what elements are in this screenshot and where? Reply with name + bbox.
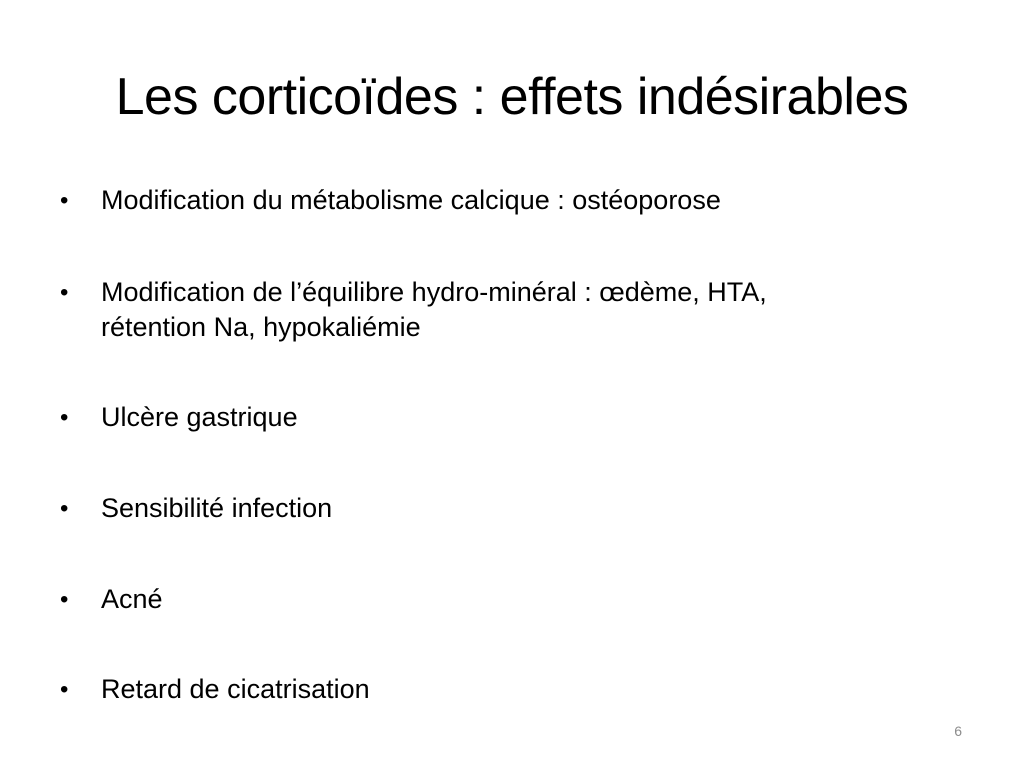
bullet-text: Sensibilité infection (101, 493, 333, 523)
bullet-text-line: rétention Na, hypokaliémie (101, 312, 421, 342)
list-item (60, 183, 940, 218)
bullet-icon: • (60, 586, 69, 613)
bullet-text: Acné (101, 584, 163, 614)
slide-title: Les corticoïdes : effets indésirables (115, 68, 909, 126)
bullet-text (101, 275, 940, 345)
bullet-text: Modification du métabolisme calcique : ostéoporose (101, 185, 721, 215)
bullet-icon: • (60, 404, 69, 431)
bullet-icon: • (60, 187, 69, 214)
bullet-icon: • (60, 495, 69, 522)
list-item (60, 672, 940, 707)
bullet-text: Ulcère gastrique (101, 402, 298, 432)
slide-number: 6 (954, 723, 962, 739)
list-item (60, 491, 940, 526)
bullet-text-line: Modification de l’équilibre hydro-minéral : œdème, HTA, (101, 277, 767, 307)
list-item (60, 400, 940, 435)
bullet-text: Retard de cicatrisation (101, 674, 370, 704)
bullet-icon: • (60, 279, 69, 306)
list-item (60, 275, 940, 345)
list-item (60, 582, 940, 617)
bullet-icon: • (60, 676, 69, 703)
